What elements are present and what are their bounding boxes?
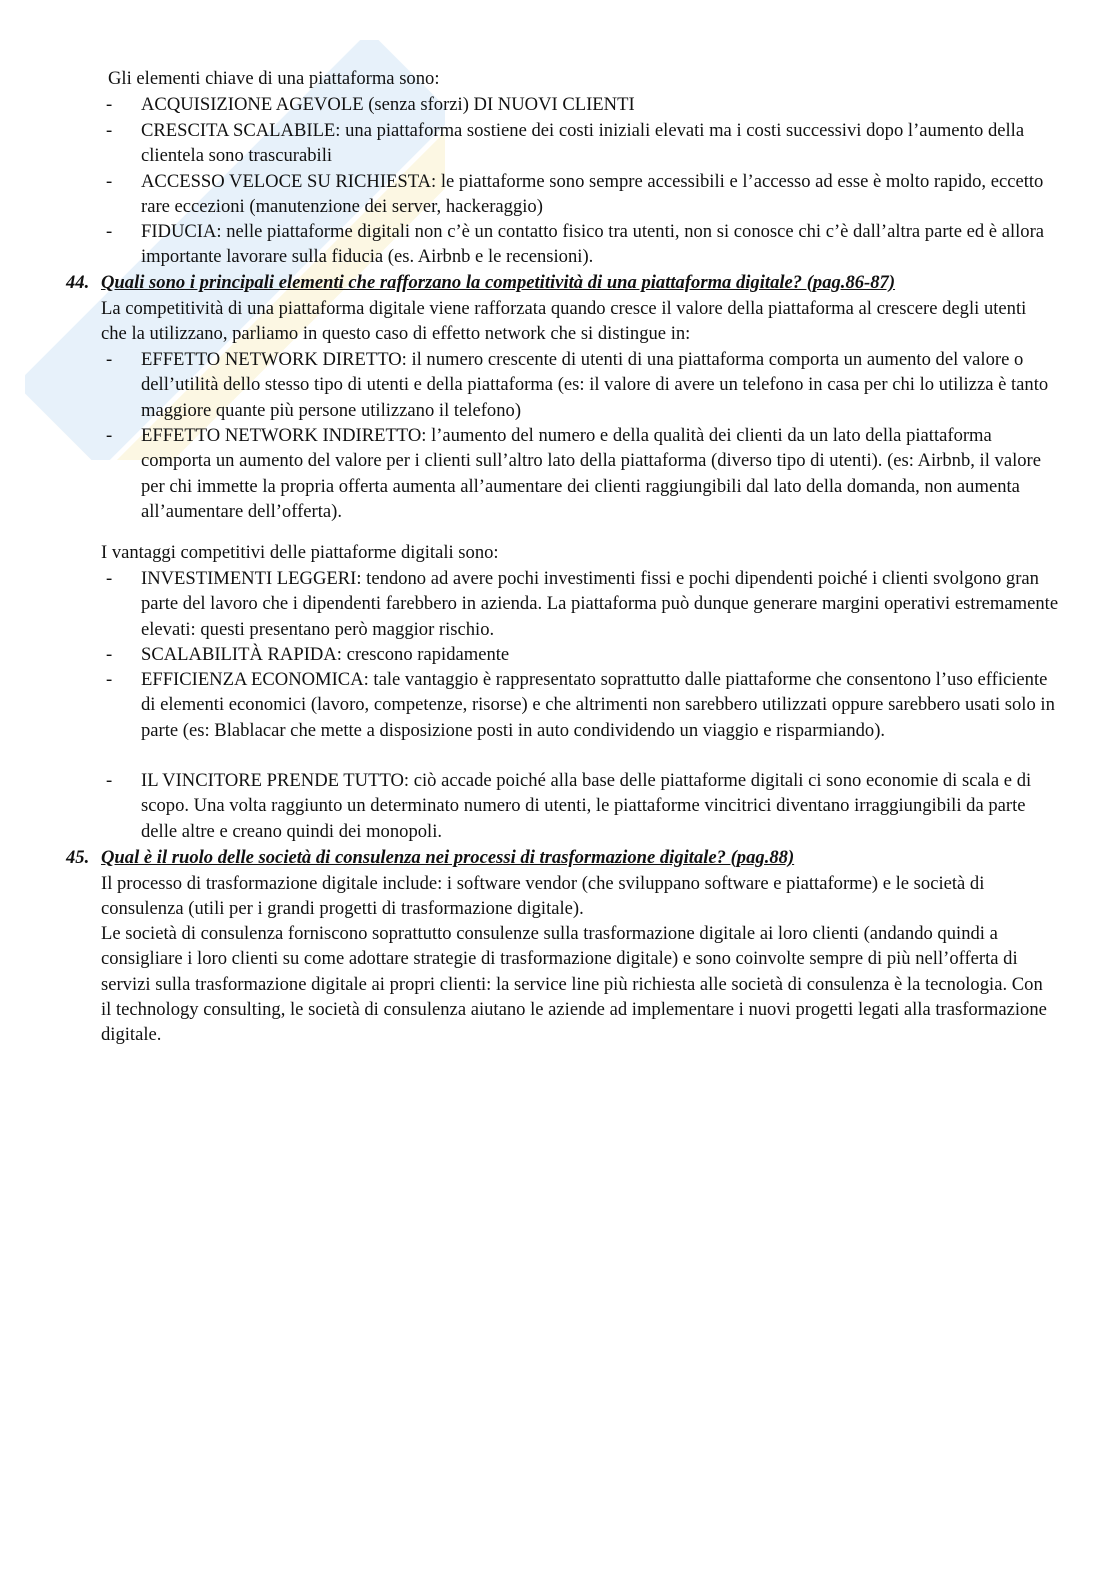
answer-paragraph: Il processo di trasformazione digitale include: i software vendor (che sviluppano software e piattaforme) e le società di consulenza (utili per i grandi progetti di trasformazione digitale). xyxy=(101,873,985,920)
list-item: FIDUCIA: nelle piattaforme digitali non c’è un contatto fisico tra utenti, non si conosce chi c’è dall’altra parte ed è allora importante lavorare sulla fiducia (es. Airbnb e le recensioni). xyxy=(141,221,1045,268)
list-item: ACCESSO VELOCE SU RICHIESTA: le piattaforme sono sempre accessibili e l’accesso ad esse è molto rapido, eccetto rare eccezioni (manutenzione dei server, hackeraggio) xyxy=(141,171,1044,218)
answer-paragraph: I vantaggi competitivi delle piattaforme digitali sono: xyxy=(101,542,499,563)
list-item: EFFETTO NETWORK DIRETTO: il numero crescente di utenti di una piattaforma comporta un aumento del valore o dell’utilità dello stesso tipo di utenti e della piattaforma (es: il valore di avere un telefono in casa per chi lo utilizza è tanto maggiore quante più persone utilizzano il telefono) xyxy=(141,349,1049,421)
list-item: ACQUISIZIONE AGEVOLE (senza sforzi) DI NUOVI CLIENTI xyxy=(141,94,635,115)
question-number: 44. xyxy=(66,272,90,293)
bullet-dash: - xyxy=(106,94,113,115)
list-item: IL VINCITORE PRENDE TUTTO: ciò accade poiché alla base delle piattaforme digitali ci sono economie di scala e di scopo. Una volta raggiunto un determinato numero di utenti, le piattaforme vincitrici diventano irraggiungibili da parte delle altre e creano quindi dei monopoli. xyxy=(141,770,1032,842)
list-item: CRESCITA SCALABILE: una piattaforma sostiene dei costi iniziali elevati ma i costi successivi dopo l’aumento della clientela sono trascurabili xyxy=(141,120,1025,167)
answer-paragraph: Le società di consulenza forniscono soprattutto consulenze sulla trasformazione digitale ai loro clienti (andando quindi a consigliare i loro clienti su come adottare strategie di trasformazione digitale) e sono coinvolte sempre di più nell’offerta di servizi sulla trasformazione digitale ai propri clienti: la service line più richiesta alle società di consulenza è la tecnologia. Con il technology consulting, le società di consulenza aiutano le aziende ad implementare i nuovi progetti legati alla trasformazione digitale. xyxy=(101,923,1047,1046)
bullet-dash: - xyxy=(106,568,113,589)
bullet-dash: - xyxy=(106,425,113,446)
list-item: INVESTIMENTI LEGGERI: tendono ad avere pochi investimenti fissi e pochi dipendenti poiché i clienti svolgono gran parte del lavoro che i dipendenti farebbero in azienda. La piattaforma può dunque generare margini operativi estremamente elevati: questi presentano però maggior rischio. xyxy=(141,568,1059,640)
bullet-dash: - xyxy=(106,349,113,370)
answer-paragraph: La competitività di una piattaforma digitale viene rafforzata quando cresce il valore della piattaforma al crescere degli utenti che la utilizzano, parliamo in questo caso di effetto network che si distingue in: xyxy=(101,298,1027,345)
list-item: EFFETTO NETWORK INDIRETTO: l’aumento del numero e della qualità dei clienti da un lato della piattaforma comporta un aumento del valore per i clienti sull’altro lato della piattaforma (diverso tipo di utenti). (es: Airbnb, il valore per chi immette la propria offerta aumenta all’aumentare dei clienti raggiungibili dal lato della domanda, non aumenta all’aumentare dell’offerta). xyxy=(141,425,1041,522)
list-item: SCALABILITÀ RAPIDA: crescono rapidamente xyxy=(141,644,510,665)
question-heading: Qual è il ruolo delle società di consulenza nei processi di trasformazione digitale? (pag.88) xyxy=(101,847,795,868)
question-heading: Quali sono i principali elementi che rafforzano la competitività di una piattaforma digitale? (pag.86-87) xyxy=(101,272,896,293)
bullet-dash: - xyxy=(106,644,113,665)
bullet-dash: - xyxy=(106,171,113,192)
bullet-dash: - xyxy=(106,221,113,242)
bullet-dash: - xyxy=(106,770,113,791)
bullet-dash: - xyxy=(106,669,113,690)
list-item: EFFICIENZA ECONOMICA: tale vantaggio è rappresentato soprattutto dalle piattaforme che consentono l’uso efficiente di elementi economici (lavoro, competenze, risorse) e che altrimenti non sarebbero utilizzati oppure sarebbero usati solo in parte (es: Blablacar che mette a disposizione posti in auto condividendo un viaggio e risparmiando). xyxy=(141,669,1055,741)
bullet-dash: - xyxy=(106,120,113,141)
question-number: 45. xyxy=(66,847,90,868)
section-intro: Gli elementi chiave di una piattaforma sono: xyxy=(108,68,440,89)
